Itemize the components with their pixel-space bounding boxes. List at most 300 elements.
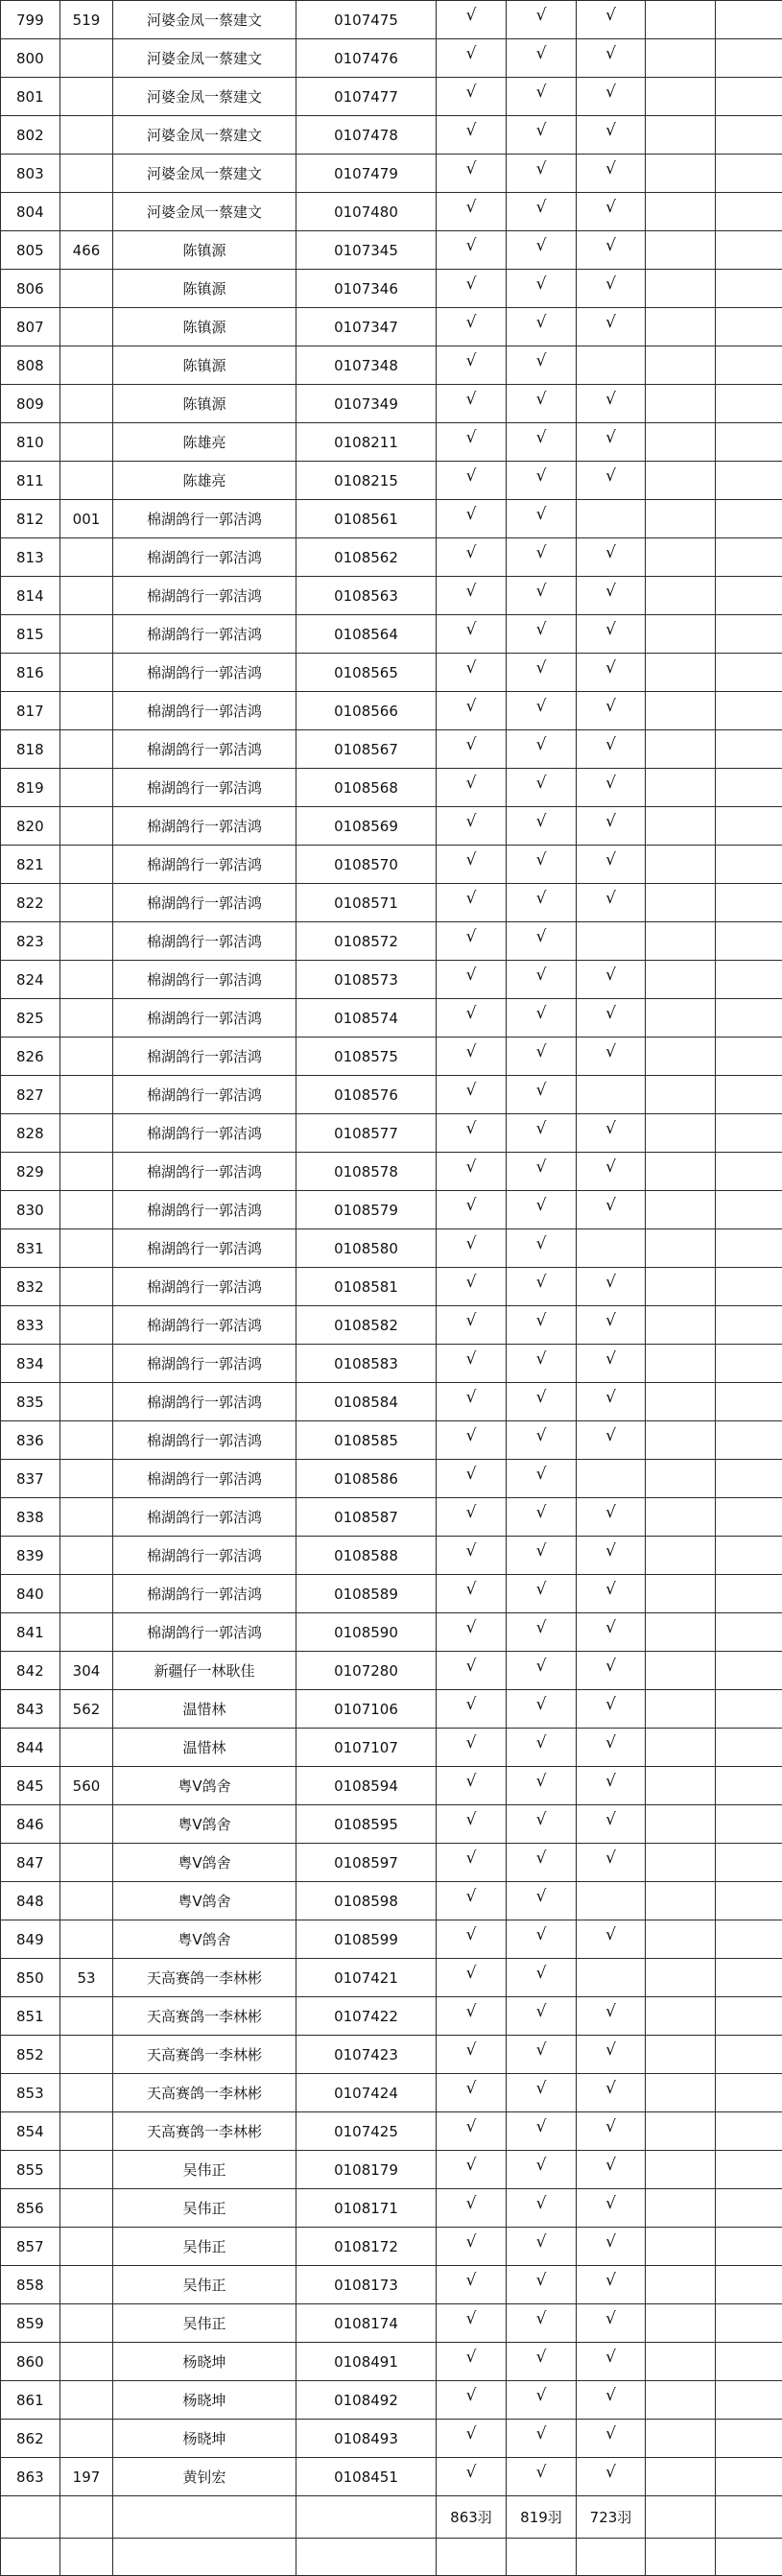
extra-cell-2 <box>716 1460 782 1498</box>
check-mark-icon: √ <box>536 1695 547 1714</box>
extra-cell-1 <box>646 692 716 730</box>
check-cell-1 <box>437 1306 507 1345</box>
check-cell-1 <box>437 1460 507 1498</box>
check-cell-2 <box>507 2458 577 2496</box>
check-mark-icon: √ <box>466 274 477 294</box>
check-cell-1 <box>437 2304 507 2343</box>
extra-cell-1 <box>646 1844 716 1882</box>
check-mark-icon: √ <box>605 313 616 332</box>
check-cell-3 <box>577 78 646 116</box>
check-cell-2 <box>507 1652 577 1690</box>
table-row <box>1 2304 782 2343</box>
check-cell-3 <box>577 1114 646 1153</box>
table-row <box>1 884 782 922</box>
extra-cell-1 <box>646 2151 716 2189</box>
extra-cell-2 <box>716 615 782 654</box>
member-id <box>60 654 113 692</box>
check-cell-3 <box>577 1306 646 1345</box>
table-row <box>1 999 782 1038</box>
ring-number: 0108179 <box>296 2151 437 2189</box>
owner-name: 棉湖鸽行一郭洁鸿 <box>113 1268 296 1306</box>
owner-name: 棉湖鸽行一郭洁鸿 <box>113 769 296 807</box>
check-cell-3 <box>577 1191 646 1229</box>
check-cell-1 <box>437 500 507 538</box>
table-row <box>1 78 782 116</box>
check-mark-icon: √ <box>536 1503 547 1522</box>
ring-number: 0108585 <box>296 1421 437 1460</box>
row-number: 836 <box>1 1421 60 1460</box>
check-mark-icon: √ <box>466 236 477 255</box>
check-mark-icon: √ <box>605 812 616 831</box>
check-cell-2 <box>507 1153 577 1191</box>
check-mark-icon: √ <box>605 1849 616 1868</box>
extra-cell-2 <box>716 155 782 193</box>
check-cell-2 <box>507 1 577 39</box>
check-cell-3 <box>577 1613 646 1652</box>
extra-cell-1 <box>646 1383 716 1421</box>
table-row <box>1 1460 782 1498</box>
check-mark-icon: √ <box>466 2424 477 2444</box>
check-cell-1 <box>437 1575 507 1613</box>
totals-ring-cell <box>296 2496 437 2539</box>
check-cell-2 <box>507 922 577 961</box>
owner-name: 陈镇源 <box>113 385 296 423</box>
blank-cell <box>507 2539 577 2576</box>
check-mark-icon: √ <box>466 1004 477 1023</box>
check-mark-icon: √ <box>536 2348 547 2367</box>
ring-number: 0108588 <box>296 1537 437 1575</box>
owner-name: 棉湖鸽行一郭洁鸿 <box>113 1460 296 1498</box>
check-cell-3 <box>577 1844 646 1882</box>
owner-name: 棉湖鸽行一郭洁鸿 <box>113 577 296 615</box>
ring-number: 0108581 <box>296 1268 437 1306</box>
extra-cell-2 <box>716 2074 782 2112</box>
check-mark-icon: √ <box>536 159 547 179</box>
check-cell-3 <box>577 769 646 807</box>
check-mark-icon: √ <box>605 1349 616 1369</box>
check-mark-icon: √ <box>466 2117 477 2136</box>
check-cell-3 <box>577 270 646 308</box>
member-id <box>60 1191 113 1229</box>
table-row <box>1 807 782 846</box>
check-cell-1 <box>437 270 507 308</box>
check-cell-1 <box>437 961 507 999</box>
check-mark-icon: √ <box>536 1388 547 1407</box>
ring-number: 0108491 <box>296 2343 437 2381</box>
check-mark-icon: √ <box>605 1042 616 1061</box>
table-row <box>1 1844 782 1882</box>
check-mark-icon: √ <box>466 1772 477 1791</box>
check-cell-1 <box>437 1421 507 1460</box>
check-mark-icon: √ <box>605 2424 616 2444</box>
check-mark-icon: √ <box>536 1887 547 1906</box>
ring-number: 0108584 <box>296 1383 437 1421</box>
member-id <box>60 2036 113 2074</box>
check-cell-1 <box>437 769 507 807</box>
row-number: 856 <box>1 2189 60 2228</box>
owner-name: 棉湖鸽行一郭洁鸿 <box>113 1153 296 1191</box>
row-number: 837 <box>1 1460 60 1498</box>
check-mark-icon: √ <box>466 1849 477 1868</box>
check-cell-2 <box>507 1920 577 1959</box>
check-mark-icon: √ <box>466 1157 477 1177</box>
extra-cell-2 <box>716 884 782 922</box>
owner-name: 棉湖鸽行一郭洁鸿 <box>113 500 296 538</box>
owner-name: 棉湖鸽行一郭洁鸿 <box>113 1498 296 1537</box>
ring-number: 0107347 <box>296 308 437 346</box>
check-mark-icon: √ <box>466 1541 477 1561</box>
check-mark-icon: √ <box>536 582 547 601</box>
check-mark-icon: √ <box>605 582 616 601</box>
member-id <box>60 2189 113 2228</box>
ring-number: 0107425 <box>296 2112 437 2151</box>
extra-cell-2 <box>716 39 782 78</box>
check-cell-1 <box>437 423 507 462</box>
ring-number: 0108566 <box>296 692 437 730</box>
owner-name: 陈镇源 <box>113 270 296 308</box>
row-number: 863 <box>1 2458 60 2496</box>
extra-cell-1 <box>646 1537 716 1575</box>
table-row <box>1 1229 782 1268</box>
blank-cell <box>716 2539 782 2576</box>
check-mark-icon: √ <box>605 44 616 63</box>
member-id: 560 <box>60 1767 113 1805</box>
check-cell-1 <box>437 692 507 730</box>
owner-name: 棉湖鸽行一郭洁鸿 <box>113 1613 296 1652</box>
table-row <box>1 1306 782 1345</box>
check-mark-icon: √ <box>466 658 477 678</box>
check-cell-3 <box>577 1767 646 1805</box>
row-number: 809 <box>1 385 60 423</box>
member-id <box>60 2074 113 2112</box>
table-row <box>1 1114 782 1153</box>
check-mark-icon: √ <box>536 812 547 831</box>
row-number: 838 <box>1 1498 60 1537</box>
check-cell-1 <box>437 1383 507 1421</box>
check-cell-1 <box>437 1114 507 1153</box>
table-row <box>1 1498 782 1537</box>
check-mark-icon: √ <box>605 2348 616 2367</box>
table-row <box>1 2112 782 2151</box>
check-mark-icon: √ <box>536 2002 547 2021</box>
extra-cell-2 <box>716 692 782 730</box>
row-number: 810 <box>1 423 60 462</box>
check-mark-icon: √ <box>466 1695 477 1714</box>
row-number: 853 <box>1 2074 60 2112</box>
row-number: 808 <box>1 346 60 385</box>
check-cell-3 <box>577 1690 646 1729</box>
member-id <box>60 1729 113 1767</box>
check-mark-icon: √ <box>536 1426 547 1445</box>
check-cell-1 <box>437 1038 507 1076</box>
member-id <box>60 1153 113 1191</box>
table-row <box>1 2458 782 2496</box>
check-mark-icon: √ <box>605 1388 616 1407</box>
check-mark-icon: √ <box>536 850 547 870</box>
owner-name: 棉湖鸽行一郭洁鸿 <box>113 1229 296 1268</box>
check-cell-2 <box>507 1844 577 1882</box>
owner-name: 棉湖鸽行一郭洁鸿 <box>113 538 296 577</box>
extra-cell-2 <box>716 1383 782 1421</box>
row-number: 811 <box>1 462 60 500</box>
table-row <box>1 922 782 961</box>
extra-cell-1 <box>646 2343 716 2381</box>
row-number: 815 <box>1 615 60 654</box>
row-number: 813 <box>1 538 60 577</box>
check-cell-1 <box>437 1498 507 1537</box>
check-cell-3 <box>577 2458 646 2496</box>
check-mark-icon: √ <box>605 121 616 140</box>
extra-cell-2 <box>716 730 782 769</box>
extra-cell-2 <box>716 1191 782 1229</box>
extra-cell-2 <box>716 1767 782 1805</box>
check-cell-3 <box>577 1460 646 1498</box>
check-cell-3 <box>577 999 646 1038</box>
member-id <box>60 1421 113 1460</box>
extra-cell-2 <box>716 1805 782 1844</box>
check-mark-icon: √ <box>466 2463 477 2482</box>
check-cell-1 <box>437 654 507 692</box>
row-number: 834 <box>1 1345 60 1383</box>
owner-name: 棉湖鸽行一郭洁鸿 <box>113 692 296 730</box>
check-cell-1 <box>437 2036 507 2074</box>
check-mark-icon: √ <box>466 2309 477 2328</box>
check-mark-icon: √ <box>605 2271 616 2290</box>
ring-number: 0108586 <box>296 1460 437 1498</box>
table-row <box>1 1076 782 1114</box>
extra-cell-1 <box>646 2304 716 2343</box>
row-number: 817 <box>1 692 60 730</box>
extra-cell-1 <box>646 1268 716 1306</box>
check-cell-2 <box>507 1767 577 1805</box>
table-row <box>1 1767 782 1805</box>
ring-number: 0108583 <box>296 1345 437 1383</box>
extra-cell-2 <box>716 1652 782 1690</box>
check-cell-1 <box>437 1882 507 1920</box>
check-cell-2 <box>507 1613 577 1652</box>
total-count-2: 819羽 <box>507 2496 577 2539</box>
check-mark-icon: √ <box>536 1733 547 1753</box>
check-cell-2 <box>507 999 577 1038</box>
table-row <box>1 1959 782 1997</box>
check-cell-2 <box>507 769 577 807</box>
extra-cell-2 <box>716 1421 782 1460</box>
check-mark-icon: √ <box>536 6 547 25</box>
check-mark-icon: √ <box>466 2002 477 2021</box>
ring-number: 0107476 <box>296 39 437 78</box>
check-cell-3 <box>577 2189 646 2228</box>
row-number: 845 <box>1 1767 60 1805</box>
extra-cell-2 <box>716 462 782 500</box>
check-cell-3 <box>577 1383 646 1421</box>
member-id <box>60 1268 113 1306</box>
table-row <box>1 1729 782 1767</box>
check-cell-3 <box>577 654 646 692</box>
check-mark-icon: √ <box>605 2463 616 2482</box>
check-cell-1 <box>437 1729 507 1767</box>
check-cell-3 <box>577 615 646 654</box>
check-cell-1 <box>437 1613 507 1652</box>
extra-cell-1 <box>646 500 716 538</box>
check-cell-3 <box>577 730 646 769</box>
check-cell-3 <box>577 1729 646 1767</box>
owner-name: 棉湖鸽行一郭洁鸿 <box>113 922 296 961</box>
check-cell-1 <box>437 116 507 155</box>
ring-number: 0108595 <box>296 1805 437 1844</box>
extra-cell-1 <box>646 231 716 270</box>
check-mark-icon: √ <box>605 1503 616 1522</box>
check-cell-3 <box>577 1268 646 1306</box>
row-number: 821 <box>1 846 60 884</box>
member-id <box>60 1997 113 2036</box>
extra-cell-1 <box>646 1652 716 1690</box>
member-id <box>60 308 113 346</box>
check-mark-icon: √ <box>466 121 477 140</box>
check-cell-2 <box>507 346 577 385</box>
check-mark-icon: √ <box>605 2194 616 2213</box>
check-mark-icon: √ <box>466 889 477 908</box>
extra-cell-1 <box>646 1575 716 1613</box>
table-row <box>1 2381 782 2420</box>
check-mark-icon: √ <box>536 658 547 678</box>
extra-cell-1 <box>646 615 716 654</box>
check-mark-icon: √ <box>605 198 616 217</box>
ring-number: 0108567 <box>296 730 437 769</box>
check-mark-icon: √ <box>466 1273 477 1292</box>
table-row <box>1 577 782 615</box>
check-mark-icon: √ <box>466 966 477 985</box>
check-mark-icon: √ <box>605 390 616 409</box>
owner-name: 粤V鸽舍 <box>113 1767 296 1805</box>
check-mark-icon: √ <box>605 1541 616 1561</box>
check-cell-1 <box>437 1 507 39</box>
row-number: 833 <box>1 1306 60 1345</box>
member-id <box>60 2381 113 2420</box>
extra-cell-1 <box>646 2189 716 2228</box>
table-row <box>1 2189 782 2228</box>
extra-cell-1 <box>646 654 716 692</box>
row-number: 850 <box>1 1959 60 1997</box>
check-cell-1 <box>437 1191 507 1229</box>
ring-number: 0108211 <box>296 423 437 462</box>
owner-name: 棉湖鸽行一郭洁鸿 <box>113 1575 296 1613</box>
ring-number: 0108563 <box>296 577 437 615</box>
ring-number: 0108594 <box>296 1767 437 1805</box>
table-row <box>1 1537 782 1575</box>
member-id <box>60 78 113 116</box>
ring-number: 0108562 <box>296 538 437 577</box>
table-row <box>1 961 782 999</box>
owner-name: 粤V鸽舍 <box>113 1844 296 1882</box>
check-mark-icon: √ <box>536 1311 547 1330</box>
extra-cell-1 <box>646 884 716 922</box>
member-id <box>60 1345 113 1383</box>
check-cell-2 <box>507 116 577 155</box>
member-id <box>60 1844 113 1882</box>
check-cell-3 <box>577 193 646 231</box>
extra-cell-1 <box>646 807 716 846</box>
check-cell-2 <box>507 2266 577 2304</box>
check-mark-icon: √ <box>605 1273 616 1292</box>
check-cell-1 <box>437 2420 507 2458</box>
extra-cell-1 <box>646 385 716 423</box>
check-mark-icon: √ <box>536 2386 547 2405</box>
check-cell-2 <box>507 846 577 884</box>
ring-number: 0107422 <box>296 1997 437 2036</box>
ring-number: 0108580 <box>296 1229 437 1268</box>
owner-name: 天高赛鸽一李林彬 <box>113 1997 296 2036</box>
ring-number: 0107480 <box>296 193 437 231</box>
check-mark-icon: √ <box>605 1657 616 1676</box>
check-cell-3 <box>577 2074 646 2112</box>
check-cell-3 <box>577 308 646 346</box>
table-row <box>1 730 782 769</box>
member-id: 562 <box>60 1690 113 1729</box>
extra-cell-1 <box>646 1997 716 2036</box>
owner-name: 吴伟正 <box>113 2151 296 2189</box>
owner-name: 天高赛鸽一李林彬 <box>113 1959 296 1997</box>
check-mark-icon: √ <box>605 1580 616 1599</box>
ring-number: 0107349 <box>296 385 437 423</box>
check-cell-1 <box>437 2266 507 2304</box>
extra-cell-2 <box>716 2036 782 2074</box>
ring-number: 0107107 <box>296 1729 437 1767</box>
row-number: 818 <box>1 730 60 769</box>
check-cell-1 <box>437 2189 507 2228</box>
table-body <box>1 1 782 2576</box>
check-cell-1 <box>437 1920 507 1959</box>
extra-cell-2 <box>716 78 782 116</box>
check-mark-icon: √ <box>536 351 547 370</box>
check-cell-1 <box>437 846 507 884</box>
ring-number: 0107346 <box>296 270 437 308</box>
check-cell-3 <box>577 807 646 846</box>
member-id <box>60 1114 113 1153</box>
owner-name: 吴伟正 <box>113 2228 296 2266</box>
check-cell-3 <box>577 500 646 538</box>
check-cell-1 <box>437 155 507 193</box>
check-mark-icon: √ <box>605 2040 616 2060</box>
check-cell-2 <box>507 385 577 423</box>
owner-name: 杨晓坤 <box>113 2343 296 2381</box>
table-row <box>1 308 782 346</box>
check-mark-icon: √ <box>466 2040 477 2060</box>
extra-cell-2 <box>716 1268 782 1306</box>
check-cell-1 <box>437 1537 507 1575</box>
check-cell-1 <box>437 807 507 846</box>
extra-cell-1 <box>646 78 716 116</box>
check-cell-3 <box>577 1229 646 1268</box>
table-row <box>1 2343 782 2381</box>
extra-cell-1 <box>646 2036 716 2074</box>
check-mark-icon: √ <box>536 2309 547 2328</box>
member-id <box>60 2228 113 2266</box>
check-mark-icon: √ <box>605 1004 616 1023</box>
check-cell-3 <box>577 1805 646 1844</box>
totals-extra-cell-1 <box>646 2496 716 2539</box>
ring-number: 0107479 <box>296 155 437 193</box>
ring-number: 0108492 <box>296 2381 437 2420</box>
member-id <box>60 1038 113 1076</box>
check-mark-icon: √ <box>536 1541 547 1561</box>
check-mark-icon: √ <box>466 812 477 831</box>
check-cell-2 <box>507 884 577 922</box>
check-cell-2 <box>507 1038 577 1076</box>
check-mark-icon: √ <box>536 1810 547 1829</box>
extra-cell-2 <box>716 807 782 846</box>
check-mark-icon: √ <box>466 44 477 63</box>
row-number: 851 <box>1 1997 60 2036</box>
